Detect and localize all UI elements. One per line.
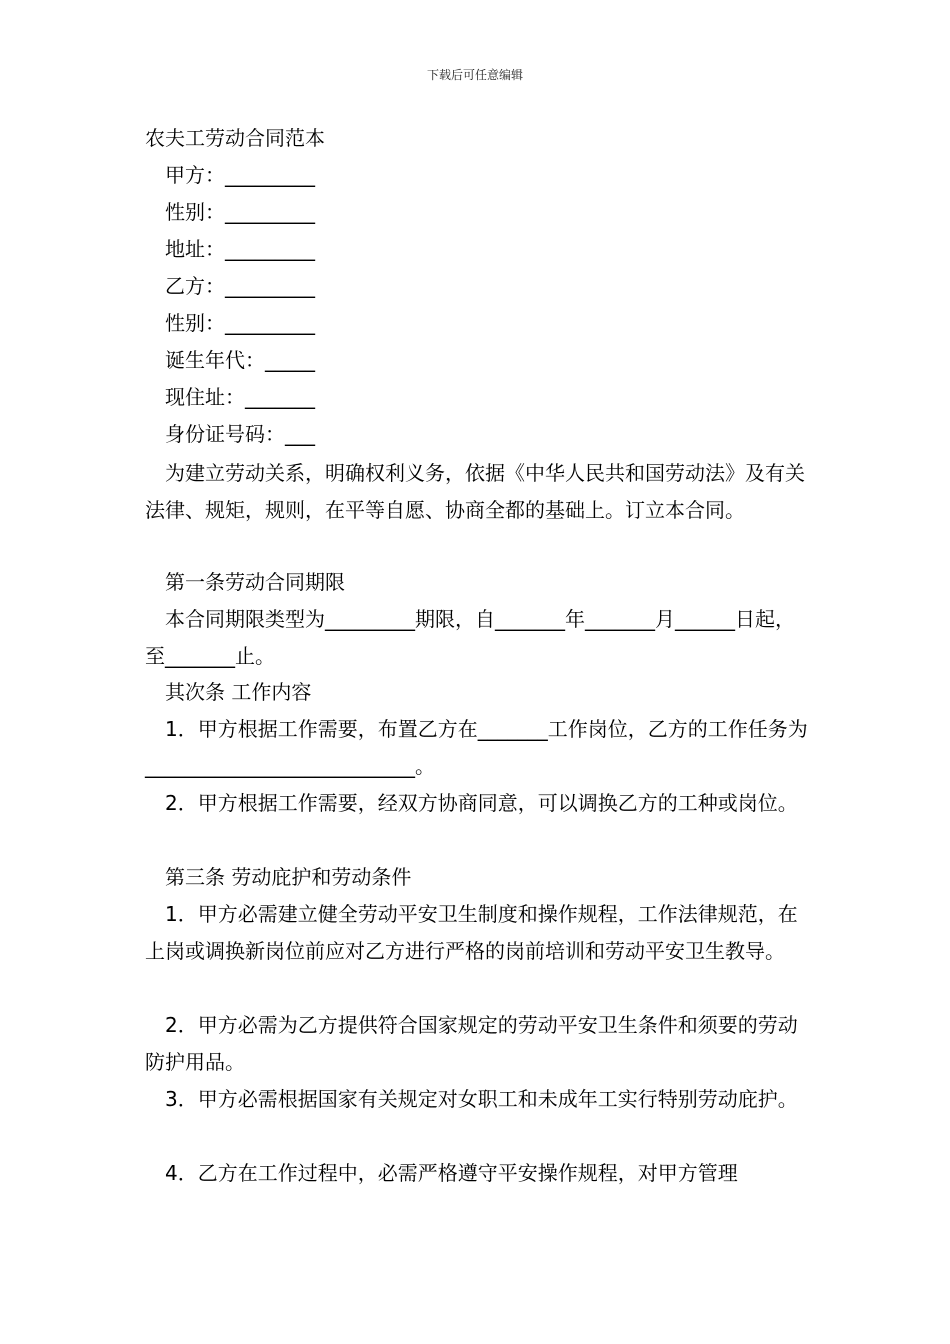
- field-current-address: 现住址：_______: [165, 385, 315, 409]
- field-birth-year: 诞生年代：_____: [165, 348, 315, 372]
- document-title: 农夫工劳动合同范本: [145, 126, 325, 150]
- page-header: 下载后可任意编辑: [426, 68, 523, 82]
- preamble-paragraph: 为建立劳动关系，明确权利义务，依据《中华人民共和国劳动法》及有关法律、规矩，规则，在平等自愿、协商全都的基础上。订立本合同。: [145, 461, 805, 522]
- article-3-item-2: 2．甲方必需为乙方提供符合国家规定的劳动平安卫生条件和须要的劳动防护用品。: [145, 1013, 798, 1074]
- article-2-item-1: 1．甲方根据工作需要，布置乙方在_______工作岗位，乙方的工作任务为___________________________。: [145, 717, 808, 778]
- field-party-b: 乙方：_________: [165, 274, 315, 298]
- field-gender-b: 性别：_________: [165, 311, 315, 335]
- article-2-heading: 其次条 工作内容: [165, 680, 312, 704]
- article-3-item-1: 1．甲方必需建立健全劳动平安卫生制度和操作规程，工作法律规范，在上岗或调换新岗位前应对乙方进行严格的岗前培训和劳动平安卫生教导。: [145, 902, 798, 963]
- article-3-item-3: 3．甲方必需根据国家有关规定对女职工和未成年工实行特别劳动庇护。: [165, 1087, 798, 1111]
- article-3-heading: 第三条 劳动庇护和劳动条件: [165, 865, 412, 889]
- article-1-heading: 第一条劳动合同期限: [165, 570, 345, 594]
- field-party-a: 甲方：_________: [165, 163, 315, 187]
- article-3-item-4: 4．乙方在工作过程中，必需严格遵守平安操作规程，对甲方管理: [165, 1161, 738, 1185]
- field-gender-a: 性别：_________: [165, 200, 315, 224]
- field-address: 地址：_________: [165, 237, 315, 261]
- field-id-number: 身份证号码：___: [165, 422, 315, 446]
- article-1-paragraph: 本合同期限类型为_________期限，自_______年_______月______日起，至_______止。: [145, 607, 795, 668]
- article-2-item-2: 2．甲方根据工作需要，经双方协商同意，可以调换乙方的工种或岗位。: [165, 791, 798, 815]
